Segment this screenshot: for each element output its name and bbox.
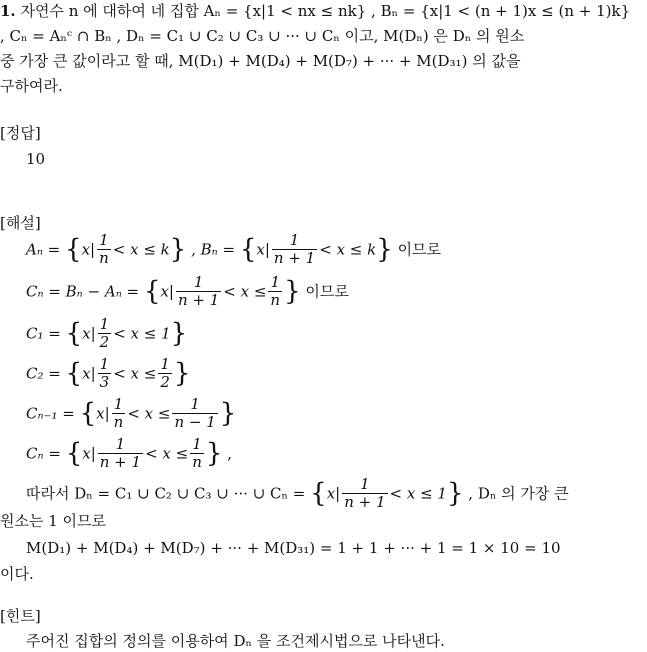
denominator: n	[192, 453, 202, 471]
text: ,	[227, 444, 232, 463]
solution-line-9: M(D₁) + M(D₄) + M(D₇) + ··· + M(D₃₁) = 1 + 1 + ··· + 1 = 1 × 10 = 10	[26, 539, 561, 557]
fraction	[98, 436, 143, 471]
denominator: n + 1	[273, 249, 316, 267]
text: 이므로	[397, 240, 442, 259]
brace-close: }	[219, 398, 237, 429]
expr: x|	[82, 364, 96, 383]
numerator: 1	[172, 396, 217, 414]
expr: < x ≤	[145, 444, 189, 463]
expr: Cₙ₋₁ =	[26, 404, 75, 423]
brace-open: {	[79, 398, 97, 429]
fraction	[272, 232, 317, 267]
expr: < x ≤ 1	[389, 484, 447, 503]
expr: x|	[160, 282, 174, 301]
expr: < x ≤	[113, 364, 157, 383]
expr: < x ≤ 1	[113, 324, 171, 343]
fraction	[342, 476, 387, 511]
expr: x|	[326, 484, 341, 503]
denominator: 2	[99, 333, 110, 351]
brace-open: {	[239, 234, 257, 265]
solution-line-2	[26, 274, 349, 309]
solution-line-7	[26, 476, 569, 511]
solution-line-8: 원소는 1 이므로	[0, 512, 107, 530]
fraction	[97, 232, 111, 267]
text: , Dₙ 의 가장 큰	[468, 484, 569, 503]
numerator: 1	[97, 232, 111, 250]
brace-close: }	[170, 318, 188, 349]
denominator: 2	[160, 373, 170, 391]
brace-open: {	[310, 478, 327, 509]
problem-line-4: 구하여라.	[0, 77, 63, 95]
expr: x|	[256, 240, 270, 259]
expr: x|	[82, 444, 96, 463]
solution-line-3	[26, 316, 187, 351]
expr: < x ≤	[223, 282, 267, 301]
expr: Cₙ = Bₙ − Aₙ =	[26, 282, 140, 301]
brace-close: }	[205, 438, 223, 469]
denominator: n	[99, 249, 109, 267]
answer-header: [정답]	[0, 124, 41, 142]
brace-close: }	[173, 358, 191, 389]
denominator: 3	[99, 373, 110, 391]
brace-close: }	[376, 234, 393, 265]
brace-open: {	[65, 234, 82, 265]
fraction	[98, 316, 112, 351]
fraction	[98, 356, 112, 391]
expr: , Bₙ =	[191, 240, 236, 259]
problem-number: 1.	[0, 2, 16, 20]
brace-open: {	[143, 276, 161, 307]
solution-header: [해설]	[0, 214, 41, 232]
problem-line-3: 중 가장 큰 값이라고 할 때, M(D₁) + M(D₄) + M(D₇) + ··· + M(D₃₁) 의 값을	[0, 52, 521, 70]
brace-close: }	[284, 276, 301, 307]
denominator: n + 1	[344, 493, 386, 511]
numerator: 1	[99, 315, 110, 333]
denominator: n	[113, 413, 124, 431]
numerator: 1	[98, 436, 143, 454]
numerator: 1	[342, 476, 387, 494]
expr: C₁ =	[26, 324, 61, 343]
problem-line-1	[0, 2, 630, 20]
expr: C₂ =	[26, 364, 61, 383]
fraction	[176, 274, 221, 309]
denominator: n + 1	[99, 453, 142, 471]
numerator: 1	[99, 355, 110, 373]
denominator: n	[270, 291, 281, 309]
fraction	[172, 396, 217, 431]
numerator: 1	[176, 274, 221, 292]
solution-line-6	[26, 436, 232, 471]
expr: < x ≤	[127, 404, 171, 423]
numerator: 1	[272, 232, 317, 250]
fraction	[190, 436, 204, 471]
fraction	[112, 396, 126, 431]
expr: x|	[81, 240, 96, 259]
numerator: 1	[268, 274, 282, 292]
numerator: 1	[160, 355, 170, 373]
brace-open: {	[65, 318, 83, 349]
expr: x|	[82, 324, 96, 343]
text: 이므로	[305, 282, 349, 301]
numerator: 1	[190, 436, 204, 454]
problem-text-1: 자연수 n 에 대하여 네 집합 Aₙ = {x|1 < nx ≤ nk} , Bₙ = {x|1 < (n + 1)x ≤ (n + 1)k}	[20, 2, 631, 20]
brace-close: }	[446, 478, 464, 509]
answer-value: 10	[26, 150, 46, 168]
denominator: n + 1	[177, 291, 220, 309]
solution-line-10: 이다.	[0, 565, 34, 583]
expr: x|	[96, 404, 110, 423]
expr: < x ≤ k	[112, 240, 170, 259]
denominator: n − 1	[174, 413, 216, 431]
expr: Cₙ =	[26, 444, 61, 463]
solution-line-5	[26, 396, 236, 431]
solution-line-1	[26, 232, 441, 267]
numerator: 1	[112, 396, 126, 414]
problem-line-2: , Cₙ = Aₙᶜ ∩ Bₙ , Dₙ = C₁ ∪ C₂ ∪ C₃ ∪ ··· ∪ Cₙ 이고, M(Dₙ) 은 Dₙ 의 원소	[0, 27, 525, 45]
brace-open: {	[65, 438, 83, 469]
hint-text: 주어진 집합의 정의를 이용하여 Dₙ 을 조건제시법으로 나타낸다.	[26, 632, 445, 650]
expr: < x ≤ k	[319, 240, 377, 259]
hint-header: [힌트]	[0, 607, 41, 625]
fraction	[268, 274, 282, 309]
fraction	[158, 356, 172, 391]
expr: 따라서 Dₙ = C₁ ∪ C₂ ∪ C₃ ∪ ··· ∪ Cₙ =	[26, 484, 306, 503]
brace-open: {	[65, 358, 83, 389]
expr: Aₙ =	[26, 240, 61, 259]
brace-close: }	[169, 234, 187, 265]
solution-line-4	[26, 356, 190, 391]
